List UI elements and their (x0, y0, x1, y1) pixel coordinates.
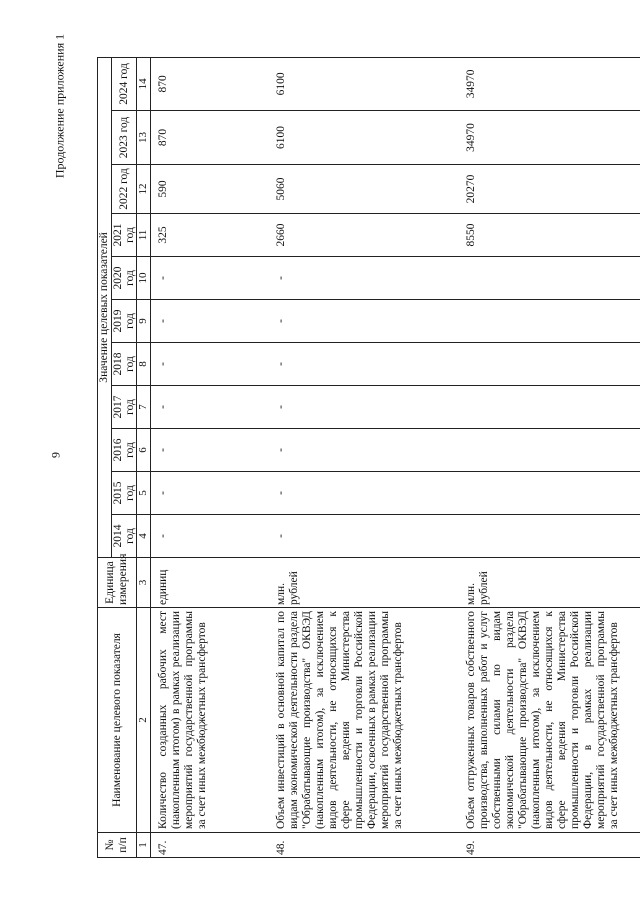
column-number: 4 (137, 515, 151, 558)
column-number: 7 (137, 386, 151, 429)
column-number: 9 (137, 300, 151, 343)
header-group-title: Значение целевых показателей (98, 57, 112, 557)
column-numbers-row (137, 57, 151, 857)
value-cell (459, 429, 640, 472)
rotated-table-container (97, 58, 620, 858)
header-year: 2022 год (112, 165, 137, 214)
value-cell: 590 (151, 165, 269, 214)
value-cell (459, 343, 640, 386)
header-year: 2017 год (112, 386, 137, 429)
header-year: 2023 год (112, 111, 137, 165)
value-cell: - (151, 386, 269, 429)
value-cell: - (151, 257, 269, 300)
value-cell: - (151, 472, 269, 515)
value-cell: - (269, 472, 459, 515)
page-number: 9 (48, 452, 63, 458)
column-number: 6 (137, 429, 151, 472)
column-number: 12 (137, 165, 151, 214)
header-no: № п/п (98, 833, 137, 858)
header-year: 2021 год (112, 214, 137, 257)
column-number: 13 (137, 111, 151, 165)
value-cell: - (269, 300, 459, 343)
value-cell: 870 (151, 111, 269, 165)
unit-cell: единиц (151, 558, 269, 608)
header-year: 2015 год (112, 472, 137, 515)
value-cell (459, 386, 640, 429)
row-number: 49. (459, 833, 640, 858)
indicators-table (97, 57, 640, 858)
value-cell: - (269, 386, 459, 429)
value-cell: - (269, 515, 459, 558)
value-cell: 8550 (459, 214, 640, 257)
value-cell: 870 (151, 57, 269, 110)
value-cell: - (269, 343, 459, 386)
value-cell: - (151, 429, 269, 472)
column-number: 8 (137, 343, 151, 386)
header-name: Наименование целевого показателя (98, 608, 137, 833)
table-row (151, 57, 269, 857)
column-number: 11 (137, 214, 151, 257)
row-number: 47. (151, 833, 269, 858)
header-year: 2016 год (112, 429, 137, 472)
table-row (269, 57, 459, 857)
column-number: 2 (137, 608, 151, 833)
value-cell: - (151, 515, 269, 558)
header-year: 2018 год (112, 343, 137, 386)
value-cell: 20270 (459, 165, 640, 214)
value-cell: - (269, 429, 459, 472)
header-year: 2014 год (112, 515, 137, 558)
header-year: 2024 год (112, 57, 137, 110)
value-cell: - (269, 257, 459, 300)
column-number: 14 (137, 57, 151, 110)
unit-cell: млн. рублей (269, 558, 459, 608)
value-cell (459, 300, 640, 343)
header-year: 2020 год (112, 257, 137, 300)
column-number: 3 (137, 558, 151, 608)
value-cell: - (151, 343, 269, 386)
indicator-name: Количество созданных рабочих мест (накопленным итогом) в рамках реализации мероприятий государственной программы за счет иных межбюджетных трансфертов (151, 608, 269, 833)
column-number: 10 (137, 257, 151, 300)
value-cell: 34970 (459, 111, 640, 165)
header-unit: Единица измерения (98, 558, 137, 608)
continuation-label: Продолжение приложения 1 (52, 33, 67, 179)
value-cell: 2660 (269, 214, 459, 257)
value-cell (459, 515, 640, 558)
table-body (151, 57, 640, 857)
table-row (459, 57, 640, 857)
value-cell (459, 257, 640, 300)
value-cell (459, 472, 640, 515)
value-cell: - (151, 300, 269, 343)
value-cell: 34970 (459, 57, 640, 110)
indicator-name: Объем инвестиций в основной капитал по видам экономической деятельности раздела "Обрабатывающие производства" ОКВЭД (накопленным итогом), за исключением видов деятельности, не относящихся к сфере ведения Министерства промышленности и торговли Российской Федерации, освоенных в рамках реализации мероприятий государственной программы за счет иных межбюджетных трансфертов (269, 608, 459, 833)
indicator-name: Объем отгруженных товаров собственного производства, выполненных работ и услуг собственными силами по видам экономической деятельности раздела "Обрабатывающие производства" ОКВЭД (накопленным итогом), за исключением видов деятельности, не относящихся к сфере ведения Министерства промышленности и торговли Российской Федерации, в рамках реализации мероприятий государственной программы за счет иных межбюджетных трансфертов (459, 608, 640, 833)
value-cell: 325 (151, 214, 269, 257)
value-cell: 6100 (269, 57, 459, 110)
column-number: 5 (137, 472, 151, 515)
unit-cell: млн. рублей (459, 558, 640, 608)
value-cell: 5060 (269, 165, 459, 214)
column-number: 1 (137, 833, 151, 858)
value-cell: 6100 (269, 111, 459, 165)
row-number: 48. (269, 833, 459, 858)
header-year: 2019 год (112, 300, 137, 343)
